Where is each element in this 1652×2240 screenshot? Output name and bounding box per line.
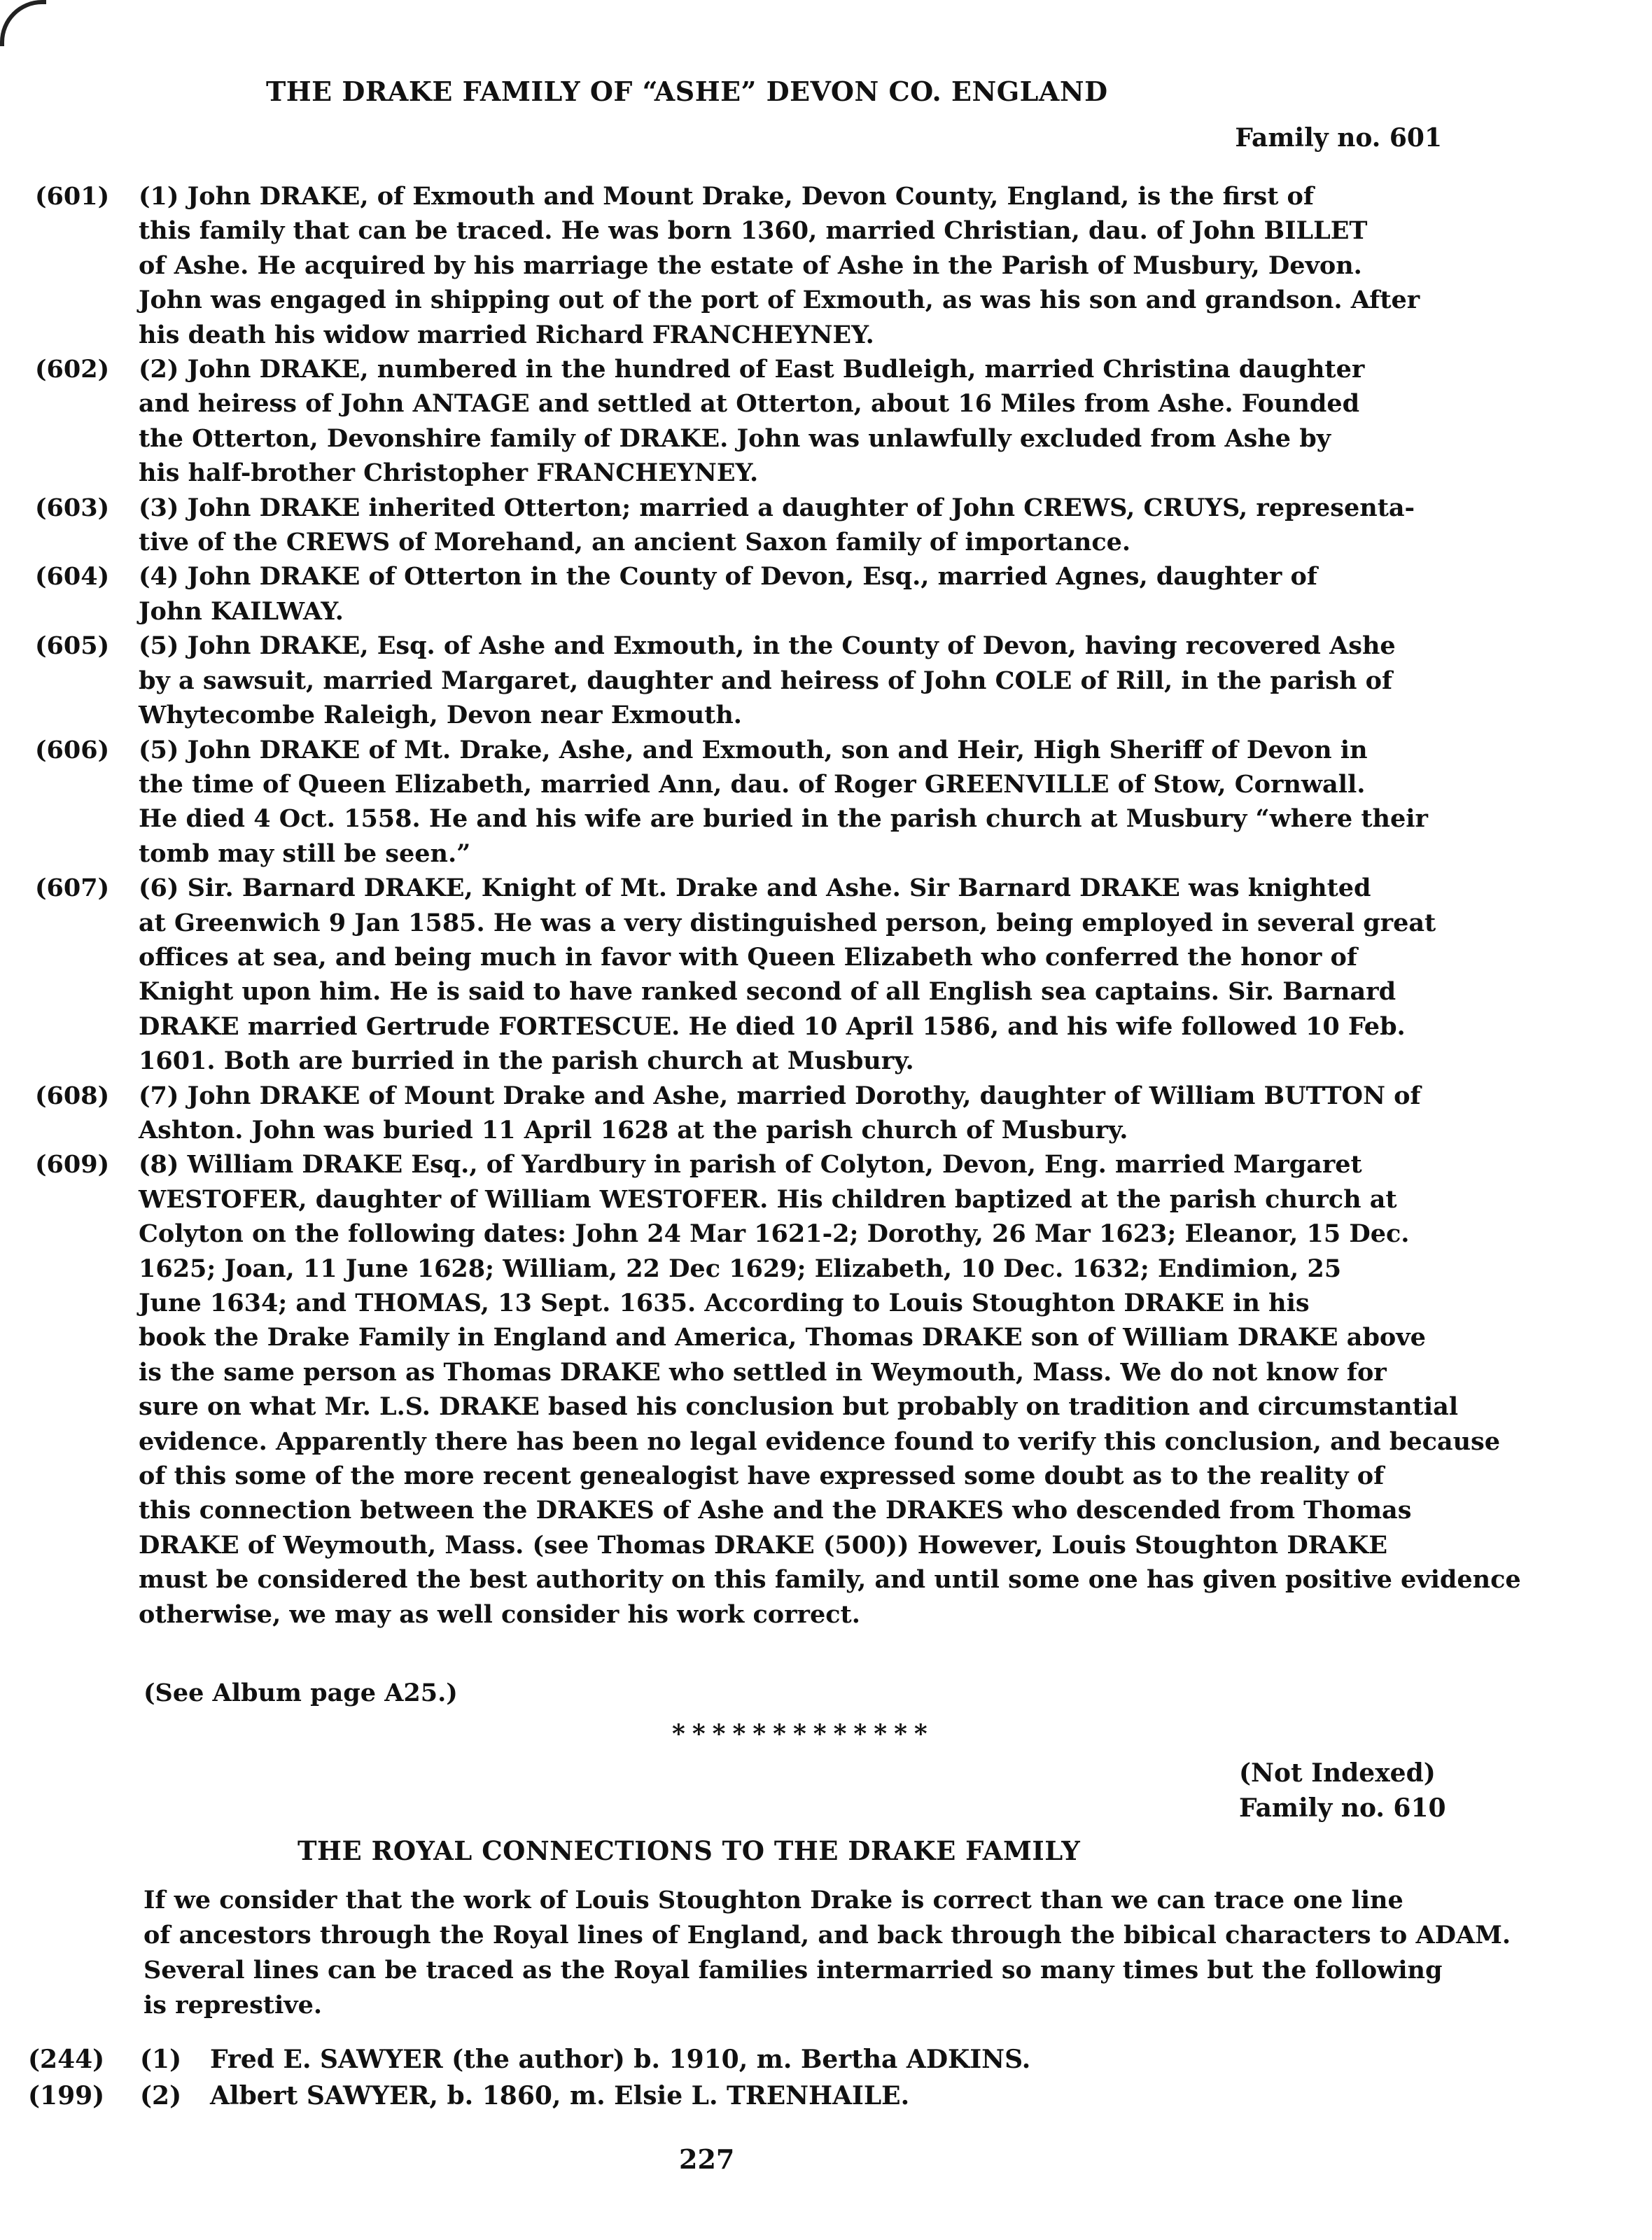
lineage-number: (199) (28, 2081, 105, 2110)
entry-text: (5) John DRAKE, Esq. of Ashe and Exmouth, in the County of Devon, having recovered Ashe by a sawsuit, married Margaret, daughter and heiress of John COLE of Rill, in the parish of Whytecombe Raleigh, Devon near Exmouth. (139, 631, 1396, 730)
not-indexed-label: (Not Indexed) (1239, 1758, 1436, 1788)
entry-number: (604) (35, 562, 110, 592)
family-entry (35, 352, 1540, 491)
section-separator: ************* (672, 1719, 934, 1749)
family-entry (35, 559, 1540, 629)
family-610-header (1239, 1756, 1446, 1826)
lineage-text: Fred E. SAWYER (the author) b. 1910, m. Bertha ADKINS. (210, 2045, 1031, 2074)
entry-text: (1) John DRAKE, of Exmouth and Mount Drake, Devon County, England, is the first of this family that can be traced. He was born 1360, married Christian, dau. of John BILLET of Ashe. He acquired by his marriage the estate of Ashe in the Parish of Musbury, Devon. John was engaged in shipping out of the port of Exmouth, as was his son and grandson. After his death his widow married Richard FRANCHEYNEY. (139, 182, 1420, 349)
entry-text: (3) John DRAKE inherited Otterton; married a daughter of John CREWS, CRUYS, representa- tive of the CREWS of Morehand, an ancient Saxon family of importance. (139, 493, 1415, 557)
page-number: 227 (679, 2143, 735, 2175)
family-entry (35, 629, 1540, 732)
entry-number: (609) (35, 1150, 110, 1180)
entry-text: (4) John DRAKE of Otterton in the County of Devon, Esq., married Agnes, daughter of John KAILWAY. (139, 562, 1317, 626)
lineage-number: (244) (28, 2045, 105, 2074)
album-reference: (See Album page A25.) (144, 1679, 458, 1707)
entry-number: (605) (35, 631, 110, 661)
lineage-item (28, 2041, 1030, 2078)
family-entry (35, 491, 1540, 560)
entry-text: (7) John DRAKE of Mount Drake and Ashe, married Dorothy, daughter of William BUTTON of Ashton. John was buried 11 April 1628 at the parish church of Musbury. (139, 1081, 1421, 1144)
family-entry (35, 1079, 1540, 1148)
entry-number: (602) (35, 355, 110, 384)
lineage-text: Albert SAWYER, b. 1860, m. Elsie L. TRENHAILE. (210, 2081, 910, 2110)
section-intro: If we consider that the work of Louis Stoughton Drake is correct than we can trace one line of ancestors through the Royal lines of England, and back through the bibical characters to ADAM. Several lines can be traced as the Royal families intermarried so many times but the following is represtive. (144, 1886, 1511, 2019)
entry-text: (6) Sir. Barnard DRAKE, Knight of Mt. Drake and Ashe. Sir Barnard DRAKE was knighted at Greenwich 9 Jan 1585. He was a very distinguished person, being employed in several great offices at sea, and being much in favor with Queen Elizabeth who conferred the honor of Knight upon him. He is said to have ranked second of all English sea captains. Sir. Barnard DRAKE married Gertrude FORTESCUE. He died 10 April 1586, and his wife followed 10 Feb. 1601. Both are burried in the parish church at Musbury. (139, 874, 1436, 1076)
section-title: THE ROYAL CONNECTIONS TO THE DRAKE FAMILY (298, 1835, 1081, 1866)
page-title: THE DRAKE FAMILY OF “ASHE” DEVON CO. ENGLAND (266, 76, 1108, 107)
family-entries (35, 179, 1540, 1632)
lineage-item (28, 2078, 1030, 2114)
lineage-order: (1) (140, 2045, 182, 2074)
entry-text: (5) John DRAKE of Mt. Drake, Ashe, and Exmouth, son and Heir, High Sheriff of Devon in the time of Queen Elizabeth, married Ann, dau. of Roger GREENVILLE of Stow, Cornwall. He died 4 Oct. 1558. He and his wife are buried in the parish church at Musbury “where their tomb may still be seen.” (139, 735, 1428, 868)
entry-text: (8) William DRAKE Esq., of Yardbury in parish of Colyton, Devon, Eng. married Margaret WESTOFER, daughter of William WESTOFER. His children baptized at the parish church at Colyton on the following dates: John 24 Mar 1621-2; Dorothy, 26 Mar 1623; Eleanor, 15 Dec. 1625; Joan, 11 June 1628; William, 22 Dec 1629; Elizabeth, 10 Dec. 1632; Endimion, 25 June 1634; and THOMAS, 13 Sept. 1635. According to Louis Stoughton DRAKE in his book the Drake Family in England and America, Thomas DRAKE son of William DRAKE above is the same person as Thomas DRAKE who settled in Weymouth, Mass. We do not know for sure on what Mr. L.S. DRAKE based his conclusion but probably on tradition and circumstantial evidence. Apparently there has been no legal evidence found to verify this conclusion, and because of this some of the more recent genealogist have expressed some doubt as to the reality of this connection between the DRAKES of Ashe and the DRAKES who descended from Thomas DRAKE of Weymouth, Mass. (see Thomas DRAKE (500)) However, Louis Stoughton DRAKE must be considered the best authority on this family, and until some one has given positive evidence otherwise, we may as well consider his work correct. (139, 1150, 1521, 1629)
entry-number: (607) (35, 874, 110, 903)
entry-number: (608) (35, 1081, 110, 1110)
family-entry (35, 733, 1540, 872)
lineage-order: (2) (140, 2081, 182, 2110)
entry-number: (603) (35, 493, 110, 522)
family-entry (35, 1147, 1540, 1632)
entry-number: (601) (35, 182, 110, 211)
entry-text: (2) John DRAKE, numbered in the hundred of East Budleigh, married Christina daughter and heiress of John ANTAGE and settled at Otterton, about 16 Miles from Ashe. Founded the Otterton, Devonshire family of DRAKE. John was unlawfully excluded from Ashe by his half-brother Christopher FRANCHEYNEY. (139, 355, 1365, 488)
family-entry (35, 871, 1540, 1078)
page-corner-mark (0, 0, 46, 46)
family-number-610: Family no. 610 (1239, 1793, 1446, 1823)
lineage-list (28, 2041, 1030, 2114)
family-entry (35, 179, 1540, 352)
entry-number: (606) (35, 735, 110, 764)
family-number: Family no. 601 (1235, 123, 1442, 153)
